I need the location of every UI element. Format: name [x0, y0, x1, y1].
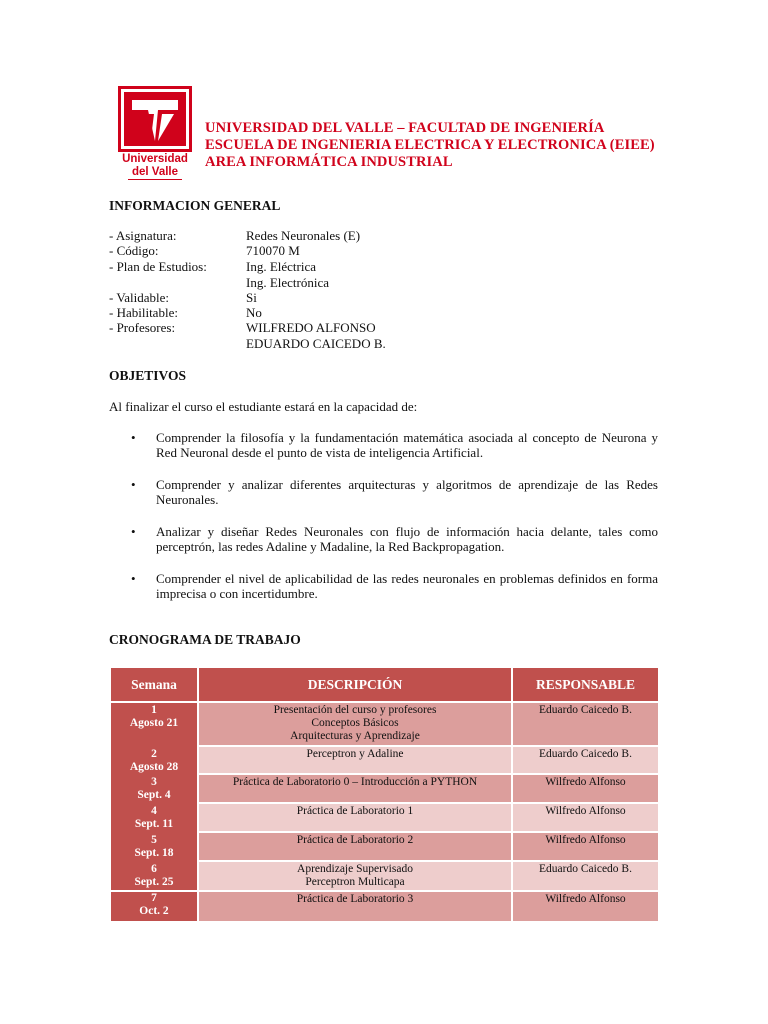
info-row: - Validable: Si	[109, 290, 257, 305]
week-column-tail	[111, 892, 197, 921]
week-column	[111, 703, 197, 890]
objective-item: • Analizar y diseñar Redes Neuronales con flujo de información hacia delante, tales como perceptrón, las redes Adaline y Madaline, la Red Backpropagation.	[131, 524, 658, 554]
week-label: 6 Sept. 25	[134, 863, 174, 888]
info-row: EDUARDO CAICEDO B.	[246, 336, 386, 351]
table-cell-description: Práctica de Laboratorio 2	[199, 833, 511, 860]
info-row: Ing. Electrónica	[246, 275, 330, 290]
info-row: - Asignatura: Redes Neuronales (E)	[109, 228, 361, 243]
schedule-title: CRONOGRAMA DE TRABAJO	[109, 632, 301, 647]
header-university: UNIVERSIDAD DEL VALLE – FACULTAD DE INGENIERÍA	[205, 120, 605, 136]
table-cell-responsible: Eduardo Caicedo B.	[513, 747, 658, 773]
header-area: AREA INFORMÁTICA INDUSTRIAL	[205, 154, 453, 170]
objective-item: • Comprender el nivel de aplicabilidad de las redes neuronales en problemas definidos en forma imprecisa o con incertidumbre.	[131, 571, 658, 601]
table-cell-responsible: Eduardo Caicedo B.	[513, 703, 658, 745]
table-cell-responsible: Wilfredo Alfonso	[513, 775, 658, 802]
objectives-intro: Al finalizar el curso el estudiante estará en la capacidad de:	[109, 399, 418, 414]
table-cell-responsible: Eduardo Caicedo B.	[513, 862, 658, 890]
table-cell-responsible: Wilfredo Alfonso	[513, 833, 658, 860]
general-info-title: INFORMACION GENERAL	[109, 198, 281, 213]
table-cell-responsible: Wilfredo Alfonso	[513, 892, 658, 921]
bullet-icon: •	[131, 430, 136, 445]
info-row: - Habilitable: No	[109, 305, 262, 320]
table-cell-description: Presentación del curso y profesores Conceptos Básicos Arquitecturas y Aprendizaje	[199, 703, 511, 745]
table-cell-description: Aprendizaje Supervisado Perceptron Multicapa	[199, 862, 511, 890]
objective-item: • Comprender y analizar diferentes arquitecturas y algoritmos de aprendizaje de las Redes Neuronales.	[131, 477, 658, 507]
week-label: 1 Agosto 21	[129, 704, 179, 729]
info-row: - Código: 710070 M	[109, 243, 300, 258]
table-cell-description: Práctica de Laboratorio 1	[199, 804, 511, 831]
bullet-icon: •	[131, 524, 136, 539]
table-cell-description: Perceptron y Adaline	[199, 747, 511, 773]
week-label: 7 Oct. 2	[139, 892, 169, 917]
objectives-title: OBJETIVOS	[109, 368, 187, 383]
bullet-icon: •	[131, 571, 136, 586]
column-header-description: DESCRIPCIÓN	[199, 668, 511, 701]
header-school: ESCUELA DE INGENIERIA ELECTRICA Y ELECTRONICA (EIEE)	[205, 137, 655, 153]
week-label: 2 Agosto 28	[129, 748, 179, 773]
info-row: - Profesores: WILFREDO ALFONSO	[109, 320, 376, 335]
table-cell-description: Práctica de Laboratorio 3	[199, 892, 511, 921]
objective-item: • Comprender la filosofía y la fundamentación matemática asociada al concepto de Neurona y Red Neuronal desde el punto de vista de inteligencia Artificial.	[131, 430, 658, 460]
week-label: 3 Sept. 4	[137, 776, 171, 801]
table-cell-description: Práctica de Laboratorio 0 – Introducción a PYTHON	[199, 775, 511, 802]
week-label: 4 Sept. 11	[134, 805, 174, 830]
bullet-icon: •	[131, 477, 136, 492]
column-header-week: Semana	[111, 668, 197, 701]
column-header-responsible: RESPONSABLE	[513, 668, 658, 701]
table-cell-responsible: Wilfredo Alfonso	[513, 804, 658, 831]
info-row: - Plan de Estudios: Ing. Eléctrica	[109, 259, 317, 274]
logo-text-line1: Universidad	[122, 153, 188, 165]
university-logo	[118, 86, 192, 183]
week-label: 5 Sept. 18	[134, 834, 174, 859]
logo-text-line2: del Valle	[128, 166, 182, 180]
